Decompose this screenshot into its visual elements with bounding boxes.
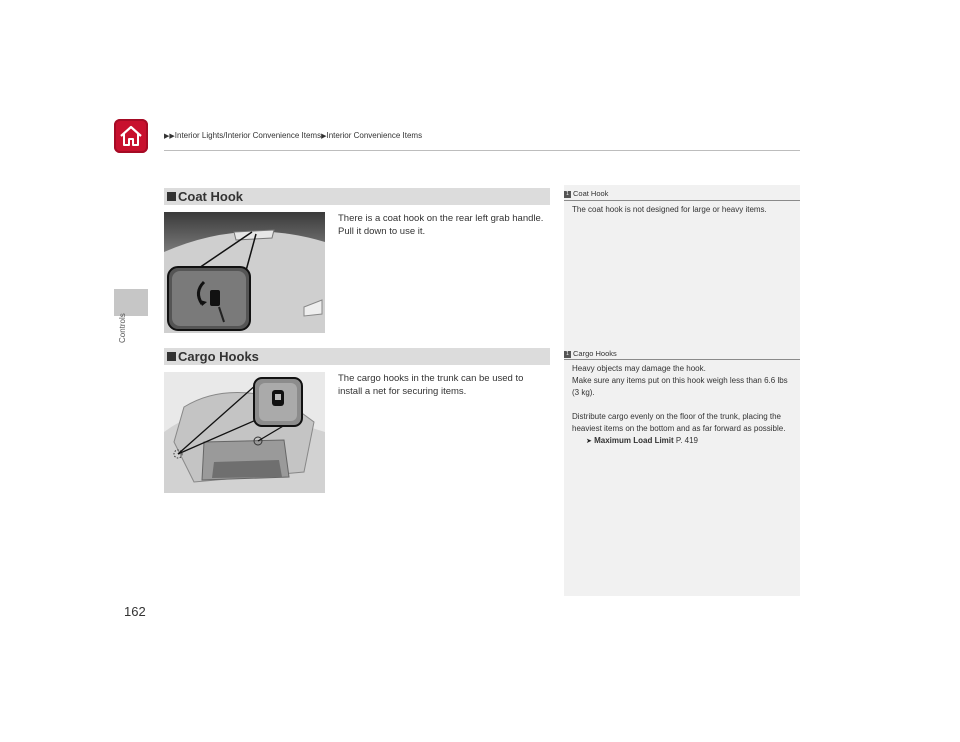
note-header-coat-hook (564, 189, 800, 198)
reference-label: Maximum Load Limit (594, 436, 674, 445)
note-text-cargo-hooks (572, 363, 792, 448)
cargo-hooks-illustration (164, 372, 325, 493)
section-title: Coat Hook (178, 189, 243, 204)
section-title: Cargo Hooks (178, 349, 259, 364)
note-divider (564, 200, 800, 201)
note-title: Cargo Hooks (573, 349, 617, 358)
note-text-coat-hook: The coat hook is not designed for large or heavy items. (572, 205, 767, 214)
breadcrumb-link-2[interactable]: Interior Convenience Items (326, 131, 423, 140)
arrow-icon: ▶▶ (164, 133, 175, 140)
note-title: Coat Hook (573, 189, 609, 198)
reference-page: P. 419 (675, 436, 699, 445)
note-paragraph: Make sure any items put on this hook weigh less than 6.6 lbs (3 kg). (572, 376, 788, 397)
chapter-label[interactable]: Controls (118, 313, 127, 343)
note-divider (564, 359, 800, 360)
section-square-icon (167, 352, 176, 361)
note-paragraph: Heavy objects may damage the hook. (572, 364, 706, 373)
note-icon: 1 (564, 191, 571, 198)
arrow-icon: ▶ (321, 133, 327, 140)
reference-arrow-icon: ➤ (586, 438, 592, 445)
header-divider (164, 150, 800, 151)
coat-hook-text: There is a coat hook on the rear left grab handle. Pull it down to use it. (338, 213, 544, 237)
note-header-cargo-hooks (564, 349, 800, 358)
cross-reference-link[interactable] (572, 435, 792, 448)
section-header-cargo-hooks (164, 348, 550, 365)
cargo-hooks-text: The cargo hooks in the trunk can be used to install a net for securing items. (338, 373, 524, 397)
breadcrumb (164, 131, 422, 140)
breadcrumb-link-1[interactable]: Interior Lights/Interior Convenience Items (174, 131, 322, 140)
section-square-icon (167, 192, 176, 201)
page-number: 162 (124, 604, 146, 619)
chapter-tab-marker (114, 289, 148, 316)
note-icon: 1 (564, 351, 571, 358)
coat-hook-illustration (164, 212, 325, 333)
note-paragraph: Distribute cargo evenly on the floor of the trunk, placing the heaviest items on the bottom and as far forward as possible. (572, 412, 786, 433)
section-header-coat-hook (164, 188, 550, 205)
home-button[interactable] (114, 119, 148, 153)
home-icon (118, 123, 144, 149)
